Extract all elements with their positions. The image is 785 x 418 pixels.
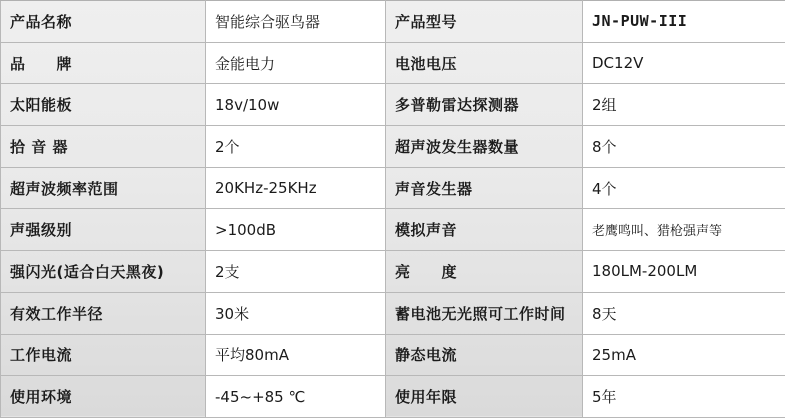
spec-value-right: JN-PUW-III	[583, 1, 785, 43]
spec-label-right: 电池电压	[386, 42, 583, 84]
table-row	[1, 42, 785, 84]
spec-value-right: 老鹰鸣叫、猎枪强声等	[583, 209, 785, 251]
spec-label-left: 超声波频率范围	[1, 167, 206, 209]
table-row	[1, 167, 785, 209]
spec-value-left: 2支	[206, 251, 386, 293]
table-row	[1, 126, 785, 168]
spec-label-right: 产品型号	[386, 1, 583, 43]
table-row	[1, 292, 785, 334]
spec-value-left: -45~+85 ℃	[206, 376, 386, 418]
spec-value-right: 2组	[583, 84, 785, 126]
table-row	[1, 84, 785, 126]
spec-value-left: 金能电力	[206, 42, 386, 84]
spec-label-right: 多普勒雷达探测器	[386, 84, 583, 126]
table-row	[1, 1, 785, 43]
spec-label-left: 有效工作半径	[1, 292, 206, 334]
spec-value-right: 8个	[583, 126, 785, 168]
spec-label-right: 声音发生器	[386, 167, 583, 209]
spec-label-right: 使用年限	[386, 376, 583, 418]
spec-label-right: 静态电流	[386, 334, 583, 376]
spec-value-right: 25mA	[583, 334, 785, 376]
spec-value-left: 20KHz-25KHz	[206, 167, 386, 209]
spec-value-right: 5年	[583, 376, 785, 418]
spec-label-left: 品 牌	[1, 42, 206, 84]
spec-label-right: 蓄电池无光照可工作时间	[386, 292, 583, 334]
spec-value-left: 2个	[206, 126, 386, 168]
spec-label-left: 工作电流	[1, 334, 206, 376]
table-row	[1, 334, 785, 376]
spec-value-left: >100dB	[206, 209, 386, 251]
spec-value-right: 8天	[583, 292, 785, 334]
spec-label-right: 模拟声音	[386, 209, 583, 251]
spec-value-left: 平均80mA	[206, 334, 386, 376]
spec-value-left: 智能综合驱鸟器	[206, 1, 386, 43]
spec-label-left: 产品名称	[1, 1, 206, 43]
spec-value-left: 18v/10w	[206, 84, 386, 126]
spec-label-left: 声强级别	[1, 209, 206, 251]
spec-label-left: 太阳能板	[1, 84, 206, 126]
spec-label-right: 超声波发生器数量	[386, 126, 583, 168]
spec-label-left: 强闪光(适合白天黑夜)	[1, 251, 206, 293]
spec-value-left: 30米	[206, 292, 386, 334]
spec-label-left: 拾 音 器	[1, 126, 206, 168]
table-row	[1, 376, 785, 418]
table-row	[1, 209, 785, 251]
spec-value-right: DC12V	[583, 42, 785, 84]
spec-value-right: 180LM-200LM	[583, 251, 785, 293]
spec-label-right: 亮 度	[386, 251, 583, 293]
spec-value-right: 4个	[583, 167, 785, 209]
table-row	[1, 251, 785, 293]
spec-table-body	[1, 1, 785, 418]
spec-label-left: 使用环境	[1, 376, 206, 418]
